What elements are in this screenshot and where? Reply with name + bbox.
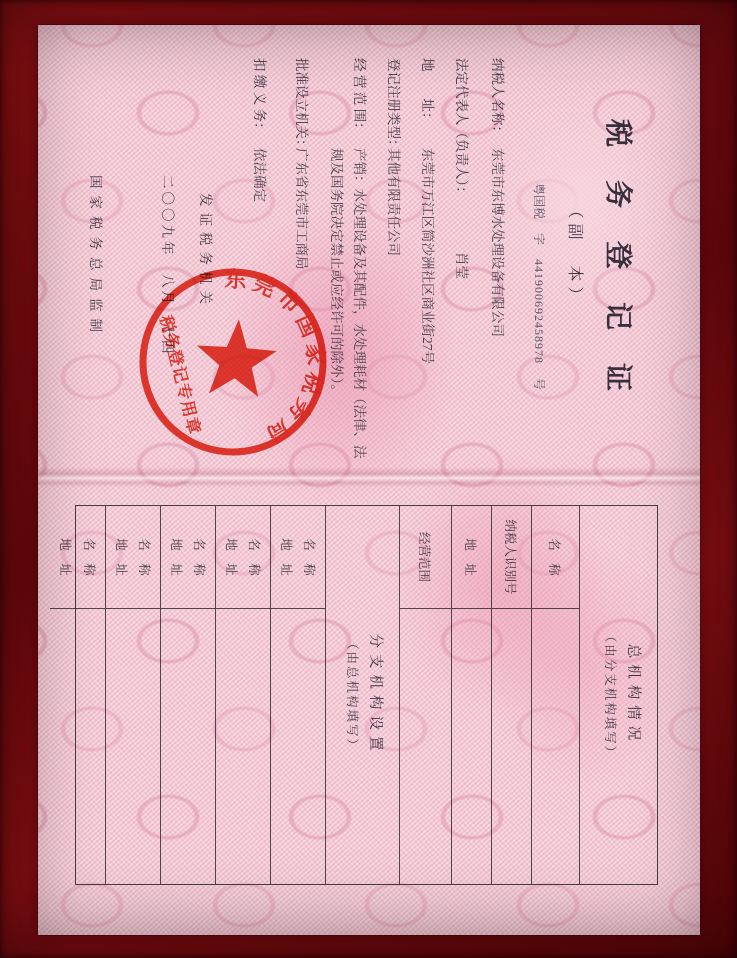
branch-row-labels [50, 506, 105, 609]
issue-date: 二〇〇九年 八月 十四 [160, 175, 175, 357]
branch-addr-label: 地 址 [58, 538, 72, 576]
legal-representative-label: 法定代表人（负责人）： [454, 58, 469, 200]
business-scope-value-line1: 产销：水处理设备及其配件，水处理耗材（法律、法 [352, 148, 367, 459]
stamp-line-text: 税务登记专用章 [156, 313, 205, 437]
row-label-taxpayer-id: 纳税人识别号 [492, 506, 531, 609]
stamp-seal-icon [112, 241, 354, 483]
head-office-section-header [579, 506, 645, 884]
head-office-section-title: 总机构情况 [625, 643, 641, 747]
branch-row-labels [106, 506, 160, 609]
row-value-name-empty [532, 609, 579, 884]
withholding-obligation-label: 扣 缴 义 务： [252, 58, 267, 136]
branch-row-labels [271, 506, 325, 609]
row-value-address-empty [452, 609, 491, 884]
branch-addr-label: 地 址 [224, 538, 238, 576]
branch-row-1 [270, 506, 325, 884]
row-value-taxpayer-id-empty [492, 609, 531, 884]
serial-number-line [531, 183, 548, 390]
field-registration-type [385, 58, 405, 256]
branch-row-empty [216, 609, 270, 884]
branch-name-label: 名 称 [247, 538, 261, 576]
withholding-obligation-value: 依法确定 [252, 148, 267, 202]
approving-authority-value: 广东省东莞市工商局 [294, 148, 309, 270]
branch-row-empty [161, 609, 215, 884]
serial-suffix: 号 [532, 378, 546, 391]
business-scope-label: 经 营 范 围： [352, 58, 367, 136]
field-legal-representative [453, 58, 473, 279]
serial-number: 441900692458978 [532, 259, 546, 365]
table-row-address [451, 506, 491, 884]
branch-row-2 [215, 506, 270, 884]
address-label: 地 址： [420, 58, 435, 126]
star-icon [193, 312, 286, 408]
field-taxpayer-name [489, 58, 509, 337]
branch-row-empty [106, 609, 160, 884]
serial-zi: 字 [532, 233, 546, 246]
branch-addr-label: 地 址 [114, 538, 128, 576]
branch-row-5 [50, 506, 105, 884]
branch-section-header [325, 506, 387, 884]
field-withholding-obligation [251, 58, 271, 202]
registration-type-label: 登记注册类型： [386, 58, 401, 153]
certificate-title: 税 务 登 记 证 [602, 118, 633, 404]
row-value-business-scope-empty [400, 609, 451, 884]
branch-addr-label: 地 址 [169, 538, 183, 576]
branch-row-4 [105, 506, 160, 884]
branch-section-note: （由总机构填写） [345, 636, 359, 753]
serial-prefix: 粤国税 [532, 183, 546, 220]
branch-addr-label: 地 址 [279, 538, 293, 576]
official-stamp [112, 241, 354, 483]
address-value: 东莞市万江区简沙洲社区商业街27号 [420, 148, 435, 364]
branch-row-labels [161, 506, 215, 609]
branch-name-label: 名 称 [302, 538, 316, 576]
branch-name-label: 名 称 [137, 538, 151, 576]
row-label-name: 名 称 [532, 506, 579, 609]
business-scope-value-line2: 规及国务院决定禁止或应经许可的除外）。 [329, 148, 344, 398]
branch-name-label: 名 称 [82, 538, 96, 576]
branch-row-empty [271, 609, 325, 884]
row-label-address: 地 址 [452, 506, 491, 609]
stamp-arc-text: 东莞市国家税务局 [223, 266, 329, 451]
issuing-tax-authority-label: 发证税务机关 [198, 193, 213, 310]
branch-row-3 [160, 506, 215, 884]
field-approving-authority [293, 58, 313, 270]
approving-authority-label: 批准设立机关： [294, 58, 309, 153]
field-business-scope [351, 58, 371, 459]
certificate-subtitle: （副 本） [566, 202, 583, 308]
head-office-section-note: （由分支机构填写） [603, 629, 617, 761]
table-row-taxpayer-id [491, 506, 531, 884]
taxpayer-name-value: 东莞市东博水处理设备有限公司 [490, 148, 505, 337]
state-administration-footer: 国家税务总局监制 [88, 175, 103, 339]
registration-type-value: 其他有限责任公司 [386, 148, 401, 256]
table-row-business-scope [399, 506, 451, 884]
branch-row-labels [216, 506, 270, 609]
row-label-business-scope: 经营范围 [400, 506, 451, 609]
branch-section-title: 分支机构设置 [367, 633, 383, 757]
certificate-paper [38, 25, 700, 935]
branch-info-table [58, 505, 658, 885]
branch-name-label: 名 称 [192, 538, 206, 576]
branch-row-empty [50, 609, 105, 884]
table-row-name [531, 506, 579, 884]
field-address [419, 58, 439, 364]
taxpayer-name-label: 纳税人名称： [490, 58, 505, 139]
page-fold [38, 467, 700, 487]
legal-representative-value: 肖莹 [454, 252, 469, 279]
